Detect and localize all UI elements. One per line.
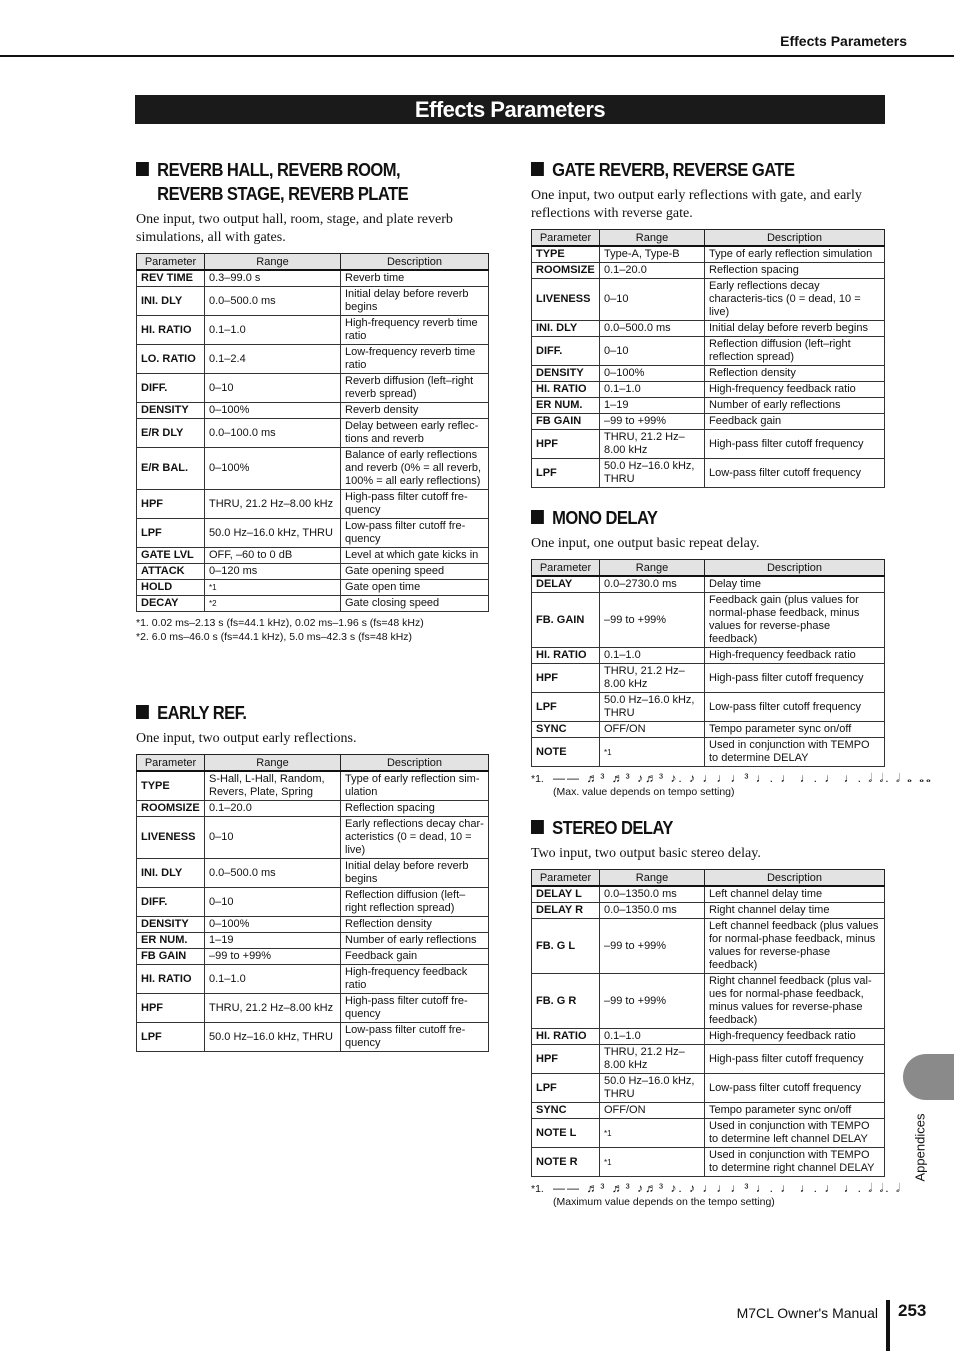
note-legend [531,1181,902,1211]
table-row [532,1148,885,1177]
param-name: LIVENESS [137,817,205,859]
param-name: DECAY [137,596,205,612]
param-name: NOTE L [532,1119,600,1148]
param-range: 0.0–1350.0 ms [600,886,705,903]
param-range: OFF, –60 to 0 dB [205,548,341,564]
param-name: NOTE [532,738,600,767]
note-label: *1. [531,1183,544,1195]
note-caption: (Maximum value depends on the tempo setting) [553,1196,775,1208]
header-rule [0,55,954,57]
table-row [137,1023,489,1052]
params-table [531,869,885,1177]
param-description: Left channel delay time [705,886,885,903]
table-row [137,548,489,564]
param-range: 0–100% [205,917,341,933]
table-row [137,817,489,859]
header-title: Effects Parameters [780,33,907,49]
table-row [137,771,489,801]
param-description: Reflection spacing [705,263,885,279]
param-range: *2 [205,596,341,612]
note-label: *1. [531,773,544,785]
param-range: *1 [600,1119,705,1148]
param-name: REV TIME [137,270,205,287]
param-range: 0.1–1.0 [600,648,705,664]
param-range: 0–10 [205,888,341,917]
param-range: 1–19 [205,933,341,949]
param-range: –99 to +99% [600,919,705,974]
param-range: 0.1–1.0 [600,382,705,398]
param-range: 0–100% [205,403,341,419]
section-intro: One input, two output early reflections. [136,731,357,746]
square-bullet-icon [136,162,149,176]
section-intro: One input, one output basic repeat delay. [531,536,760,551]
param-description: High-pass filter cutoff fre-quency [341,994,489,1023]
param-description: Type of early reflection simulation [705,246,885,263]
param-name: DIFF. [532,337,600,366]
table-row [532,430,885,459]
param-range: *1 [600,1148,705,1177]
param-name: LPF [137,519,205,548]
param-name: DIFF. [137,888,205,917]
table-row [532,1119,885,1148]
param-description: Feedback gain [341,949,489,965]
section-heading: EARLY REF. [136,701,460,725]
param-range: 50.0 Hz–16.0 kHz, THRU [600,693,705,722]
table-row [137,949,489,965]
param-name: DELAY R [532,903,600,919]
table-row [137,917,489,933]
note-legend [531,771,933,801]
param-description: Number of early reflections [705,398,885,414]
note-values-icon: —— ♬³ ♬³ ♪♬³ ♪. ♪ ♩♩♩³ ♩. ♩ ♩. ♩ ♩. 𝅗𝅥 𝅗𝅥. 𝅗𝅥 [553,1181,902,1195]
param-range: *1 [205,580,341,596]
table-row [137,316,489,345]
param-name: DENSITY [137,403,205,419]
col-header-parameter: Parameter [137,755,205,772]
table-row [532,366,885,382]
page-number: 253 [898,1301,927,1320]
square-bullet-icon [136,705,149,719]
param-name: SYNC [532,1103,600,1119]
col-header-range: Range [600,870,705,887]
section-intro: One input, two output early reflections with gate, and early reflections with reverse gate. [531,188,862,221]
param-name: HI. RATIO [532,1029,600,1045]
section-mono-delay [531,506,933,801]
table-row [532,1029,885,1045]
param-name: HPF [532,430,600,459]
param-description: Balance of early reflections and reverb (0% = all reverb, 100% = all early reflections) [341,448,489,490]
param-description: High-frequency reverb time ratio [341,316,489,345]
param-range: 50.0 Hz–16.0 kHz, THRU [205,1023,341,1052]
section-heading: REVERB HALL, REVERB ROOM, REVERB STAGE, REVERB PLATE [136,158,460,206]
table-row [137,270,489,287]
param-name: INI. DLY [137,287,205,316]
table-row [137,888,489,917]
param-range: 0–10 [205,374,341,403]
col-header-description: Description [705,560,885,577]
param-range: 0.1–1.0 [205,965,341,994]
param-description: Reverb diffusion (left–right reverb spread) [341,374,489,403]
param-name: HPF [532,1045,600,1074]
param-description: Reflection density [341,917,489,933]
col-header-description: Description [341,254,489,271]
table-row [532,1103,885,1119]
param-name: DENSITY [137,917,205,933]
param-name: FB. G R [532,974,600,1029]
param-description: Right channel feedback (plus val-ues for normal-phase feedback, minus values for reverse-phase feedback) [705,974,885,1029]
param-range: –99 to +99% [600,974,705,1029]
param-range: 1–19 [600,398,705,414]
param-description: Gate open time [341,580,489,596]
param-description: Gate closing speed [341,596,489,612]
param-range: THRU, 21.2 Hz–8.00 kHz [600,430,705,459]
col-header-range: Range [205,254,341,271]
section-reverb-hall [136,158,488,644]
param-name: LO. RATIO [137,345,205,374]
table-row [532,664,885,693]
table-row [532,593,885,648]
param-range: 0.0–1350.0 ms [600,903,705,919]
section-gate-reverb [531,158,884,488]
param-description: High-pass filter cutoff frequency [705,664,885,693]
table-row [532,337,885,366]
param-description: Used in conjunction with TEMPO to determine left channel DELAY [705,1119,885,1148]
param-range: OFF/ON [600,722,705,738]
param-name: SYNC [532,722,600,738]
table-row [532,886,885,903]
param-name: DIFF. [137,374,205,403]
param-range: THRU, 21.2 Hz–8.00 kHz [600,1045,705,1074]
section-early-ref [136,701,488,1052]
param-name: E/R DLY [137,419,205,448]
note-caption: (Max. value depends on tempo setting) [553,786,735,798]
param-range: –99 to +99% [205,949,341,965]
param-range: OFF/ON [600,1103,705,1119]
param-name: GATE LVL [137,548,205,564]
param-range: 0–100% [205,448,341,490]
param-description: Early reflections decay characteris-tics (0 = dead, 10 = live) [705,279,885,321]
param-name: FB GAIN [137,949,205,965]
params-table [136,253,489,612]
table-row [137,994,489,1023]
param-name: FB GAIN [532,414,600,430]
param-name: DELAY L [532,886,600,903]
table-row [532,414,885,430]
table-row [137,859,489,888]
footnotes [136,616,488,644]
param-name: TYPE [532,246,600,263]
param-description: Low-pass filter cutoff frequency [705,1074,885,1103]
table-row [532,903,885,919]
table-row [532,693,885,722]
col-header-range: Range [600,230,705,247]
table-row [137,933,489,949]
param-description: Reverb density [341,403,489,419]
square-bullet-icon [531,820,544,834]
table-row [137,448,489,490]
param-range: 0–120 ms [205,564,341,580]
col-header-parameter: Parameter [532,560,600,577]
param-name: ATTACK [137,564,205,580]
param-description: Type of early reflection sim-ulation [341,771,489,801]
param-description: Reflection spacing [341,801,489,817]
param-description: High-frequency feedback ratio [341,965,489,994]
param-range: 50.0 Hz–16.0 kHz, THRU [205,519,341,548]
param-name: E/R BAL. [137,448,205,490]
param-range: THRU, 21.2 Hz–8.00 kHz [205,490,341,519]
param-name: ER NUM. [137,933,205,949]
param-description: Used in conjunction with TEMPO to determine DELAY [705,738,885,767]
section-heading: MONO DELAY [531,506,856,530]
col-header-description: Description [705,230,885,247]
table-row [137,287,489,316]
param-name: ROOMSIZE [137,801,205,817]
param-name: LPF [532,1074,600,1103]
side-tab-text: Appendices [912,1113,928,1182]
param-description: Tempo parameter sync on/off [705,1103,885,1119]
param-description: Delay between early reflec-tions and reverb [341,419,489,448]
param-name: HI. RATIO [137,316,205,345]
param-range: –99 to +99% [600,593,705,648]
param-description: Reflection density [705,366,885,382]
param-name: HOLD [137,580,205,596]
param-description: Low-pass filter cutoff frequency [705,693,885,722]
param-range: 0.0–500.0 ms [205,859,341,888]
param-description: Left channel feedback (plus values for normal-phase feedback, minus values for reverse-phase feedback) [705,919,885,974]
table-row [532,279,885,321]
col-header-parameter: Parameter [532,230,600,247]
section-intro: Two input, two output basic stereo delay. [531,846,761,861]
col-header-range: Range [205,755,341,772]
param-description: Tempo parameter sync on/off [705,722,885,738]
param-description: Reverb time [341,270,489,287]
param-description: Low-pass filter cutoff frequency [705,459,885,488]
table-row [137,596,489,612]
param-description: Reflection diffusion (left–right reflection spread) [341,888,489,917]
param-description: Initial delay before reverb begins [341,859,489,888]
param-description: High-frequency feedback ratio [705,382,885,398]
table-row [137,801,489,817]
table-row [137,345,489,374]
table-row [532,246,885,263]
param-range: 0–100% [600,366,705,382]
param-name: LPF [532,459,600,488]
param-name: HPF [137,490,205,519]
param-description: High-pass filter cutoff frequency [705,1045,885,1074]
param-name: HI. RATIO [532,382,600,398]
param-range: 50.0 Hz–16.0 kHz, THRU [600,1074,705,1103]
table-row [137,403,489,419]
param-range: 0–10 [205,817,341,859]
param-name: HPF [137,994,205,1023]
square-bullet-icon [531,162,544,176]
param-name: INI. DLY [532,321,600,337]
param-description: Low-pass filter cutoff fre-quency [341,1023,489,1052]
param-range: THRU, 21.2 Hz–8.00 kHz [600,664,705,693]
table-row [532,576,885,593]
param-description: High-frequency feedback ratio [705,1029,885,1045]
param-range: 0–10 [600,279,705,321]
table-row [532,919,885,974]
table-row [137,519,489,548]
side-tab-label [908,1110,926,1190]
footnote: *1. 0.02 ms–2.13 s (fs=44.1 kHz), 0.02 ms–1.96 s (fs=48 kHz) [136,617,424,629]
table-row [532,382,885,398]
param-name: INI. DLY [137,859,205,888]
footnote: *2. 6.0 ms–46.0 s (fs=44.1 kHz), 5.0 ms–42.3 s (fs=48 kHz) [136,631,413,643]
param-description: Early reflections decay char-acteristics (0 = dead, 10 = live) [341,817,489,859]
param-range: THRU, 21.2 Hz–8.00 kHz [205,994,341,1023]
param-name: HPF [532,664,600,693]
param-name: ROOMSIZE [532,263,600,279]
table-row [532,398,885,414]
section-intro: One input, two output hall, room, stage, and plate reverb simulations, all with gates. [136,212,453,245]
params-table [531,229,885,488]
table-row [137,564,489,580]
note-values-icon: —— ♬³ ♬³ ♪♬³ ♪. ♪ ♩♩♩³ ♩. ♩ ♩. ♩ ♩. 𝅗𝅥 𝅗𝅥. 𝅗𝅥 𝅝 𝅝𝅝 [553,771,933,785]
param-range: 0.3–99.0 s [205,270,341,287]
params-table [531,559,885,767]
param-range: S-Hall, L-Hall, Random, Revers, Plate, Spring [205,771,341,801]
table-row [532,321,885,337]
table-row [532,738,885,767]
table-row [137,965,489,994]
param-description: Number of early reflections [341,933,489,949]
param-description: Initial delay before reverb begins [705,321,885,337]
param-description: Feedback gain [705,414,885,430]
param-name: FB. G L [532,919,600,974]
param-range: Type-A, Type-B [600,246,705,263]
param-range: 50.0 Hz–16.0 kHz, THRU [600,459,705,488]
col-header-parameter: Parameter [137,254,205,271]
table-row [137,419,489,448]
table-row [532,459,885,488]
param-range: 0.1–2.4 [205,345,341,374]
table-row [532,722,885,738]
table-row [532,648,885,664]
section-tab-marker[interactable] [903,1054,954,1100]
param-name: DELAY [532,576,600,593]
param-description: Delay time [705,576,885,593]
param-description: Initial delay before reverb begins [341,287,489,316]
param-description: Used in conjunction with TEMPO to determine right channel DELAY [705,1148,885,1177]
param-range: *1 [600,738,705,767]
col-header-range: Range [600,560,705,577]
footer-manual-title: M7CL Owner's Manual [736,1305,878,1321]
square-bullet-icon [531,510,544,524]
param-name: LPF [532,693,600,722]
param-name: LIVENESS [532,279,600,321]
section-stereo-delay [531,816,902,1211]
table-row [137,580,489,596]
section-heading: GATE REVERB, REVERSE GATE [531,158,856,182]
param-range: 0.1–1.0 [205,316,341,345]
param-description: High-pass filter cutoff fre-quency [341,490,489,519]
param-range: 0.0–500.0 ms [205,287,341,316]
param-name: NOTE R [532,1148,600,1177]
param-range: 0–10 [600,337,705,366]
param-description: Level at which gate kicks in [341,548,489,564]
param-range: 0.1–20.0 [205,801,341,817]
param-range: 0.1–1.0 [600,1029,705,1045]
params-table [136,754,489,1052]
param-name: HI. RATIO [137,965,205,994]
param-description: Reflection diffusion (left–right reflection spread) [705,337,885,366]
table-row [137,374,489,403]
col-header-description: Description [705,870,885,887]
table-row [532,263,885,279]
footer-rule [886,1300,890,1351]
param-description: High-pass filter cutoff frequency [705,430,885,459]
param-range: 0.0–2730.0 ms [600,576,705,593]
param-description: Feedback gain (plus values for normal-phase feedback, minus values for reverse-phase feedback) [705,593,885,648]
param-name: DENSITY [532,366,600,382]
table-row [532,1045,885,1074]
param-name: HI. RATIO [532,648,600,664]
param-description: Low-pass filter cutoff fre-quency [341,519,489,548]
param-name: TYPE [137,771,205,801]
col-header-parameter: Parameter [532,870,600,887]
param-description: Gate opening speed [341,564,489,580]
col-header-description: Description [341,755,489,772]
page-banner: Effects Parameters [135,95,885,124]
param-range: –99 to +99% [600,414,705,430]
param-name: ER NUM. [532,398,600,414]
param-range: 0.1–20.0 [600,263,705,279]
param-description: Right channel delay time [705,903,885,919]
param-name: LPF [137,1023,205,1052]
param-range: 0.0–500.0 ms [600,321,705,337]
table-row [137,490,489,519]
table-row [532,974,885,1029]
section-heading: STEREO DELAY [531,816,856,840]
table-row [532,1074,885,1103]
param-description: Low-frequency reverb time ratio [341,345,489,374]
param-description: High-frequency feedback ratio [705,648,885,664]
param-range: 0.0–100.0 ms [205,419,341,448]
param-name: FB. GAIN [532,593,600,648]
